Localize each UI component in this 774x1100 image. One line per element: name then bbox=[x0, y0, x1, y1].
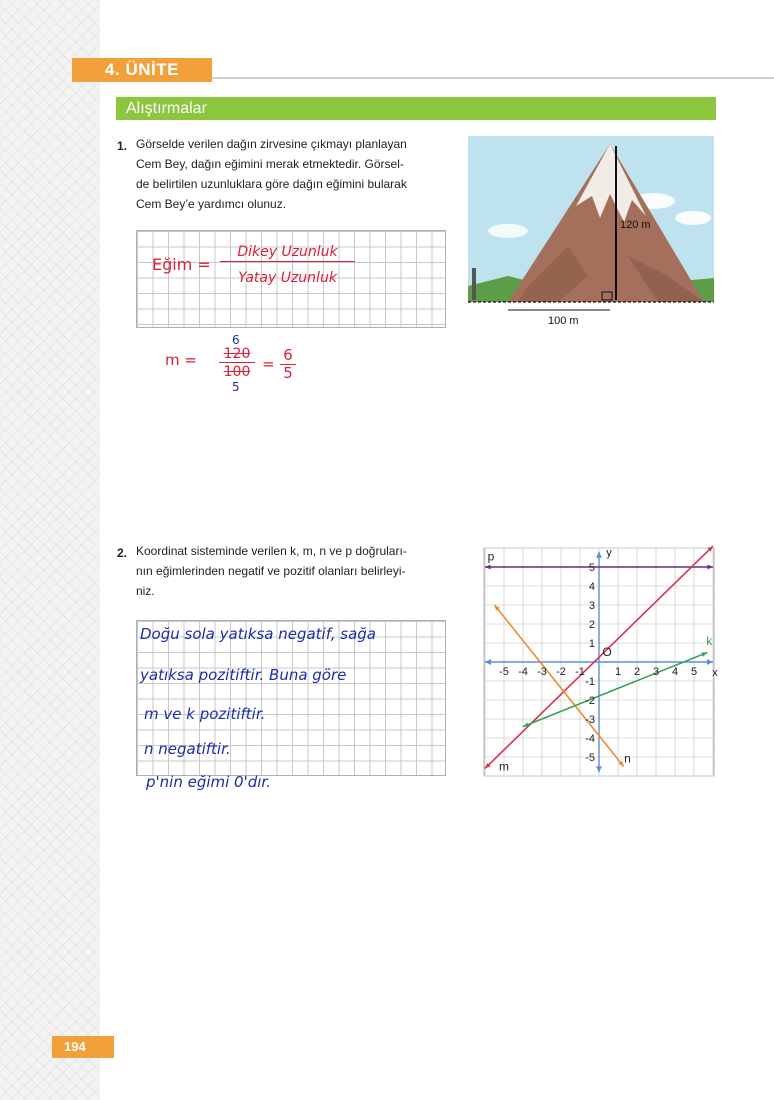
x-tick-label: -4 bbox=[518, 666, 528, 678]
x-tick-label: 3 bbox=[652, 666, 660, 678]
x-tick-label: 5 bbox=[690, 666, 698, 678]
q1-text: Görselde verilen dağın zirvesine çıkmayı planlayan Cem Bey, dağın eğimini merak etmektedir. Görsel- de belirtilen uzunluklara göre dağın eğimini bularak Cem Bey’e yardımcı olunuz. bbox=[136, 137, 407, 211]
y-tick-label: -1 bbox=[585, 676, 595, 688]
q2-text: Koordinat sisteminde verilen k, m, n ve p doğruları- nın eğimlerinden negatif ve pozitif olanları belirleyi- niz. bbox=[136, 544, 407, 598]
y-tick-label: -2 bbox=[585, 695, 595, 707]
q2-answer-line: Doğu sola yatıksa negatif, sağa bbox=[140, 625, 376, 643]
q1-calc-den-small: 5 bbox=[232, 380, 240, 394]
mountain-figure bbox=[468, 136, 718, 332]
q2-answer-line: yatıksa pozitiftir. Buna göre bbox=[140, 666, 347, 684]
q1-calc-den: 100 bbox=[223, 364, 251, 380]
header-rule bbox=[200, 77, 774, 79]
origin-label: O bbox=[602, 645, 612, 659]
x-axis-label: x bbox=[712, 667, 718, 679]
coordinate-graph bbox=[478, 540, 720, 780]
y-tick-label: -5 bbox=[585, 752, 595, 764]
line-p-label: p bbox=[487, 549, 495, 564]
y-tick-label: 4 bbox=[588, 581, 595, 593]
line-n-label: n bbox=[624, 751, 631, 766]
section-title: Alıştırmalar bbox=[116, 97, 716, 120]
x-tick-label: -1 bbox=[575, 666, 585, 678]
cloud bbox=[675, 211, 711, 225]
y-axis-label: y bbox=[606, 546, 612, 559]
q1-calc-m: m = bbox=[165, 351, 197, 369]
q1-result-den: 5 bbox=[283, 364, 293, 382]
q1-calc-eq: = bbox=[262, 355, 275, 373]
x-tick-label: -3 bbox=[537, 666, 547, 678]
q1-eqn-denominator: Yatay Uzunluk bbox=[238, 270, 337, 286]
y-tick-label: -4 bbox=[585, 733, 595, 745]
q1-result-num: 6 bbox=[280, 346, 296, 365]
x-tick-label: 2 bbox=[633, 666, 641, 678]
side-pattern bbox=[0, 0, 100, 1100]
q1-calc-num-small: 6 bbox=[232, 333, 240, 347]
cloud bbox=[488, 224, 528, 238]
unit-label: 4. ÜNİTE bbox=[72, 58, 212, 82]
x-tick-label: 1 bbox=[614, 666, 622, 678]
y-tick-label: 5 bbox=[588, 562, 595, 574]
q1-eqn-numerator: Dikey Uzunluk bbox=[220, 244, 355, 262]
x-tick-label: 4 bbox=[671, 666, 679, 678]
y-tick-label: -3 bbox=[585, 714, 595, 726]
width-label: 100 m bbox=[548, 315, 579, 327]
q2-number: 2. bbox=[117, 546, 128, 560]
q1-number: 1. bbox=[117, 139, 128, 153]
q2-answer-line: m ve k pozitiftir. bbox=[144, 705, 266, 723]
y-tick-label: 3 bbox=[588, 600, 595, 612]
page-number: 194 bbox=[52, 1036, 114, 1058]
q1-eqn-lhs: Eğim = bbox=[152, 255, 211, 274]
q2-answer-line: n negatiftir. bbox=[144, 740, 231, 758]
line-k-label: k bbox=[706, 633, 713, 648]
q1-calc-num: 120 bbox=[219, 346, 255, 363]
x-tick-label: -2 bbox=[556, 666, 566, 678]
q2-answer-line: p'nin eğimi 0'dır. bbox=[146, 773, 271, 791]
y-tick-label: 1 bbox=[588, 638, 595, 650]
x-tick-label: -5 bbox=[499, 666, 509, 678]
line-m-label: m bbox=[499, 759, 509, 774]
person-figure bbox=[472, 268, 476, 300]
y-tick-label: 2 bbox=[588, 619, 595, 631]
height-label: 120 m bbox=[620, 219, 651, 231]
